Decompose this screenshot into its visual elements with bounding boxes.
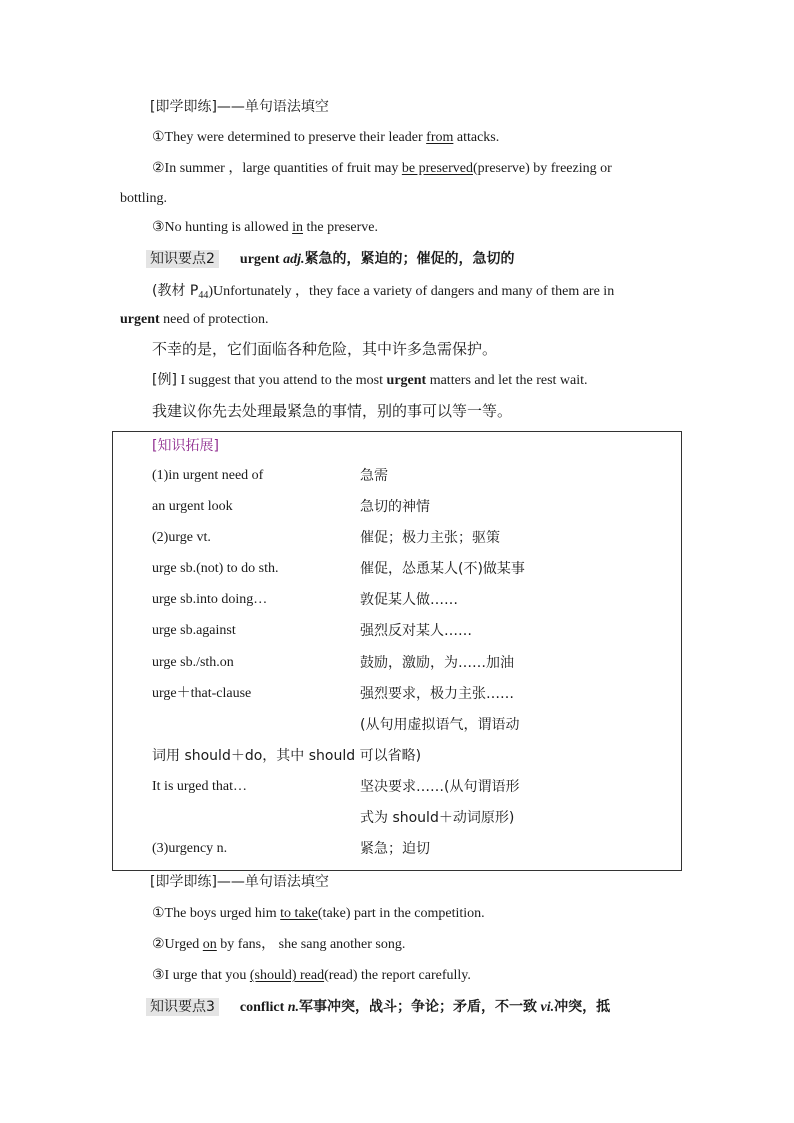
expansion-row: urge sb./sth.on 鼓励，激励，为……加油	[152, 655, 514, 671]
part-of-speech: n.	[287, 1000, 300, 1015]
exercise-2-3: ③I urge that you (should) read(read) the report carefully.	[152, 968, 471, 983]
expansion-row: It is urged that… 坚决要求……(从句谓语形	[152, 779, 520, 795]
practice-header-2: [即学即练]——单句语法填空	[150, 874, 329, 890]
expansion-row: an urgent look 急切的神情	[152, 499, 430, 515]
expansion-row: urge sb.(not) to do sth. 催促，怂恿某人(不)做某事	[152, 561, 525, 577]
example-label: [例]	[152, 372, 177, 388]
example-translation: 我建议你先去处理最紧急的事情，别的事可以等一等。	[152, 402, 513, 420]
textbook-source-line: (教材 $P_{44})Unfortunately$ ，they face a variety of dangers and many of them are in	[152, 283, 615, 301]
headword: urgent	[239, 252, 280, 267]
exercise-1-2-continued: bottling.	[120, 191, 168, 206]
knowledge-point-2-heading	[146, 250, 514, 269]
textbook-source-line-2: urgent need of protection.	[120, 312, 269, 327]
practice-header-1: [即学即练]——单句语法填空	[150, 99, 329, 115]
answer-blank: from	[426, 130, 454, 145]
source-translation: 不幸的是，它们面临各种危险，其中许多急需保护。	[152, 340, 498, 358]
knowledge-point-tag: 知识要点2	[146, 250, 219, 268]
expansion-row: urge sb.against 强烈反对某人……	[152, 623, 472, 639]
answer-blank: on	[202, 937, 217, 952]
expansion-row: (3)urgency n. 紧急；迫切	[152, 841, 430, 857]
headword: conflict	[239, 1000, 285, 1015]
part-of-speech: adj.	[283, 252, 305, 267]
expansion-row: urge＋that-clause 强烈要求，极力主张……	[152, 686, 514, 702]
expansion-row: (2)urge vt. 催促；极力主张；驱策	[152, 530, 500, 546]
exercise-1-2: ②In summer ，large quantities of fruit may be preserved(preserve) by freezing or	[152, 161, 612, 176]
headword-meaning: 紧急的，紧迫的；催促的，急切的	[304, 251, 515, 267]
headword-meaning: 军事冲突，战斗；争论；矛盾，不一致	[299, 999, 538, 1015]
answer-blank: (should) read	[249, 968, 325, 983]
expansion-row: urge sb.into doing… 敦促某人做……	[152, 592, 458, 608]
knowledge-point-3-heading	[146, 998, 610, 1017]
exercise-1-3: ③No hunting is allowed in the preserve.	[152, 220, 379, 235]
expansion-title: [知识拓展]	[152, 438, 219, 454]
document-page: [即学即练]——单句语法填空 ①They were determined to preserve their leader from attacks. ②In summer ，large quantities of fruit may be preserved(preserve) by freezing or bottling. ③No hunting is allowed in the preserve. 知识要点2 urgent adj.紧急的，紧迫的；催促的，急切的 (教材 $P_{44})Unfortunately$ ，they face a variety of dangers and many of them are in urgent need of protection. 不幸的是，它们面临各种危险，其中许多急需保护。 [例] I suggest that you attend to the most urgent matters and let the rest wait. 我建议你先去处理最紧急的事情，别的事可以等一等。 [知识拓展] (1)in urgent need of 急需 an urgent look 急切的神情 (2)urge vt. 催促；极力主张；驱策 urge sb.(not) to do sth. 催促，怂恿某人(不)做某事 urge sb.into doing… 敦促某人做…… urge sb.against 强烈反对某人…… urge sb./sth.on 鼓励，激励，为……加油 urge＋that-clause 强烈要求，极力主张…… (从句用虚拟语气，谓语动 词用 should＋do，其中 should 可以省略) It is urged that… 坚决要求……(从句谓语形 式为 should＋动词原形) (3)urgency n. 紧急；迫切 [即学即练]——单句语法填空 ①The boys urged him to take(take) part in the competition. ②Urged on by fans， she sang another song. ③I urge that you (should) read(read) the report carefully. 知识要点3 conflict n.军事冲突，战斗；争论；矛盾，不一致 vi.冲突，抵	[0, 0, 794, 1123]
headword-meaning-2: 冲突，抵	[554, 999, 611, 1015]
knowledge-expansion-box	[112, 431, 682, 871]
answer-blank: to take	[280, 906, 318, 921]
example-sentence: [例] I suggest that you attend to the most urgent matters and let the rest wait.	[152, 372, 588, 388]
expansion-row: 词用 should＋do，其中 should 可以省略)	[152, 748, 422, 764]
expansion-row: (1)in urgent need of 急需	[152, 468, 388, 484]
exercise-2-2: ②Urged on by fans， she sang another song.	[152, 937, 406, 952]
exercise-2-1: ①The boys urged him to take(take) part in the competition.	[152, 906, 485, 921]
part-of-speech-2: vi.	[540, 1000, 555, 1015]
exercise-1-1: ①They were determined to preserve their leader from attacks.	[152, 130, 500, 145]
knowledge-point-tag: 知识要点3	[146, 998, 219, 1016]
answer-blank: be preserved	[401, 161, 473, 176]
answer-blank: in	[292, 220, 303, 235]
